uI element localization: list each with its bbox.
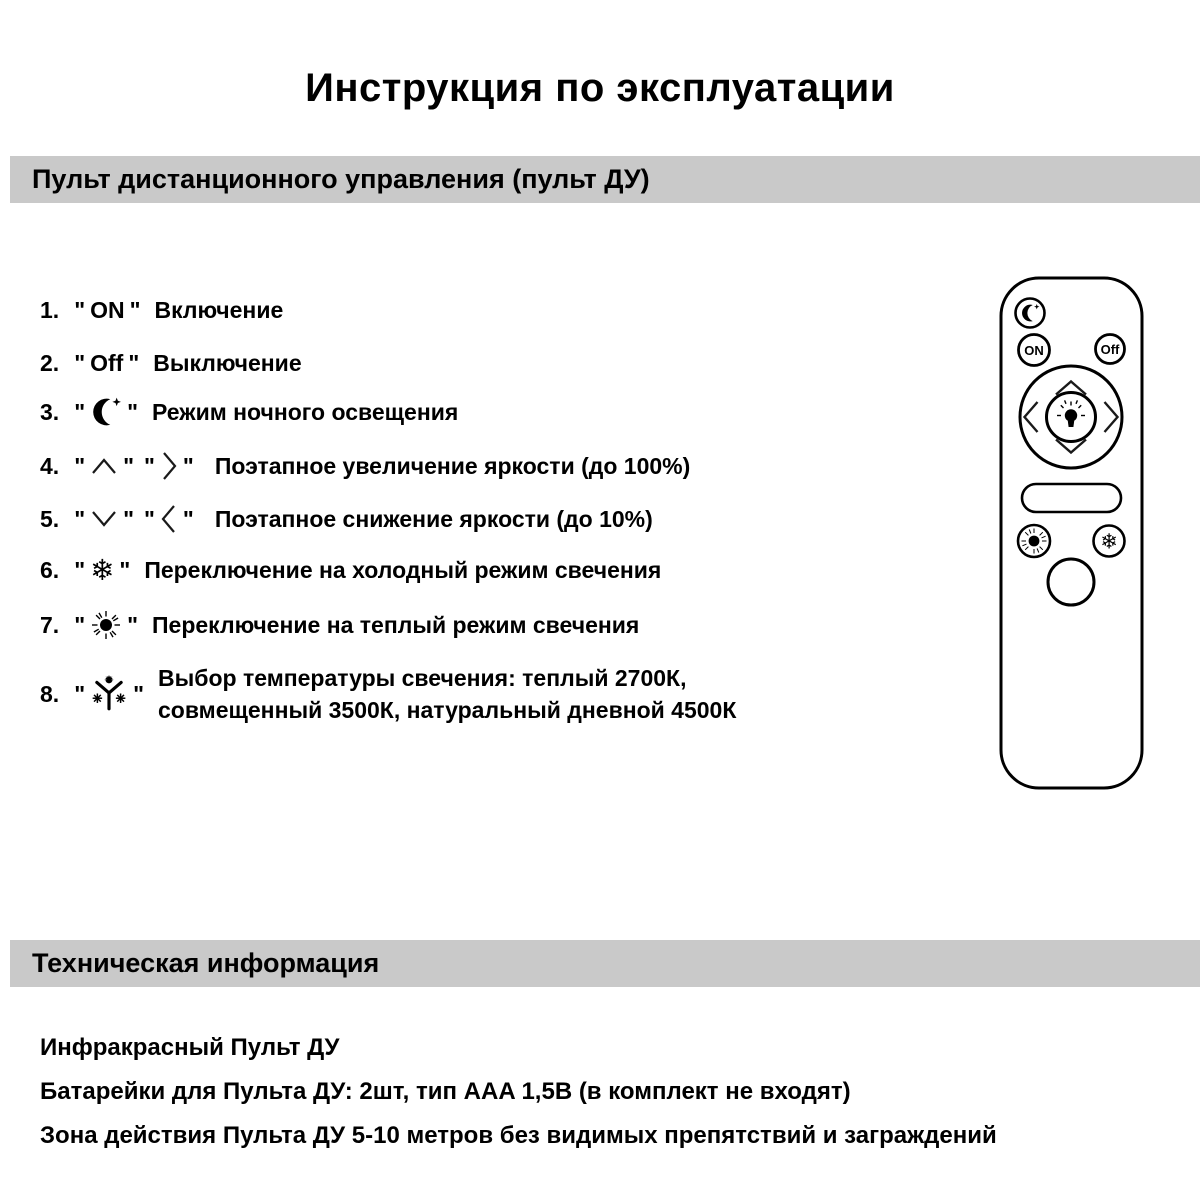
list-item-cold-mode [40,553,662,587]
tech-line-range: Зона действия Пульта ДУ 5-10 метров без видимых препятствий и заграждений [40,1122,997,1149]
item-label-line1: Выбор температуры свечения: теплый 2700К, [158,665,687,691]
item-number: 6. [40,557,60,583]
item-number: 3. [40,398,60,425]
chevron-right-icon [160,450,178,482]
list-item-off [40,350,302,377]
item-number: 8. [40,680,60,707]
item-label: Переключение на холодный режим свечения [144,557,662,583]
item-label-line2: совмещенный 3500К, натуральный дневной 4500К [158,697,737,723]
item-label: Режим ночного освещения [152,398,459,425]
quote-mark: " [119,557,131,583]
quote-mark: " [74,398,86,425]
svg-text:ON: ON [1024,343,1044,358]
quote-mark: " [127,398,138,425]
quote-mark: " [74,680,86,707]
quote-mark: " [128,350,140,376]
section-header-tech [10,940,1200,987]
quote-mark: " [144,452,155,479]
off-key-label: Off [90,350,124,376]
quote-mark: " [182,505,194,532]
item-label: Поэтапное увеличение яркости (до 100%) [214,452,691,479]
item-label: Выключение [153,350,302,376]
chevron-down-icon [90,509,118,529]
quote-mark: " [182,452,194,479]
section-header-tech-label: Техническая информация [32,948,380,978]
chevron-up-icon [90,456,118,476]
section-header-remote-label: Пульт дистанционного управления (пульт ДУ) [32,164,650,194]
item-number: 4. [40,452,60,479]
item-label: Переключение на теплый режим свечения [152,611,640,638]
warm-sun-icon [90,609,122,641]
quote-mark: " [74,350,86,376]
quote-mark: " [123,452,134,479]
list-item-warm-mode [40,609,639,641]
section-header-remote [10,156,1200,203]
remote-warm-button [1018,525,1050,557]
quote-mark: " [74,297,86,323]
item-label: Включение [154,297,284,323]
quote-mark: " [133,680,144,707]
technical-info [40,1026,997,1158]
remote-control-illustration [999,276,1144,795]
quote-mark: " [74,611,86,638]
list-item-color-temperature [40,662,736,726]
quote-mark: " [74,452,86,479]
quote-mark: " [129,297,141,323]
color-temperature-selector-icon [90,675,128,713]
quote-mark: " [74,557,86,583]
item-label: Поэтапное снижение яркости (до 10%) [214,505,653,532]
on-key-label: ON [90,297,125,323]
chevron-left-icon [160,503,178,535]
list-item-night-mode [40,396,458,428]
list-item-on [40,297,283,324]
tech-line-ir-remote: Инфракрасный Пульт ДУ [40,1034,340,1061]
quote-mark: " [74,505,86,532]
list-item-brightness-down [40,503,653,535]
quote-mark: " [144,505,155,532]
crescent-moon-icon [90,396,122,428]
item-number: 7. [40,611,60,638]
svg-text:Off: Off [1100,342,1120,357]
item-number: 2. [40,350,60,376]
quote-mark: " [123,505,134,532]
svg-text:❄: ❄ [1100,529,1118,554]
snowflake-icon: ❄ [90,553,115,587]
page-title: Инструкция по эксплуатации [305,66,895,110]
list-item-brightness-up [40,450,690,482]
tech-line-batteries: Батарейки для Пульта ДУ: 2шт, тип AAA 1,5В (в комплект не входят) [40,1078,851,1105]
item-number: 5. [40,505,60,532]
item-number: 1. [40,297,60,323]
quote-mark: " [127,611,138,638]
